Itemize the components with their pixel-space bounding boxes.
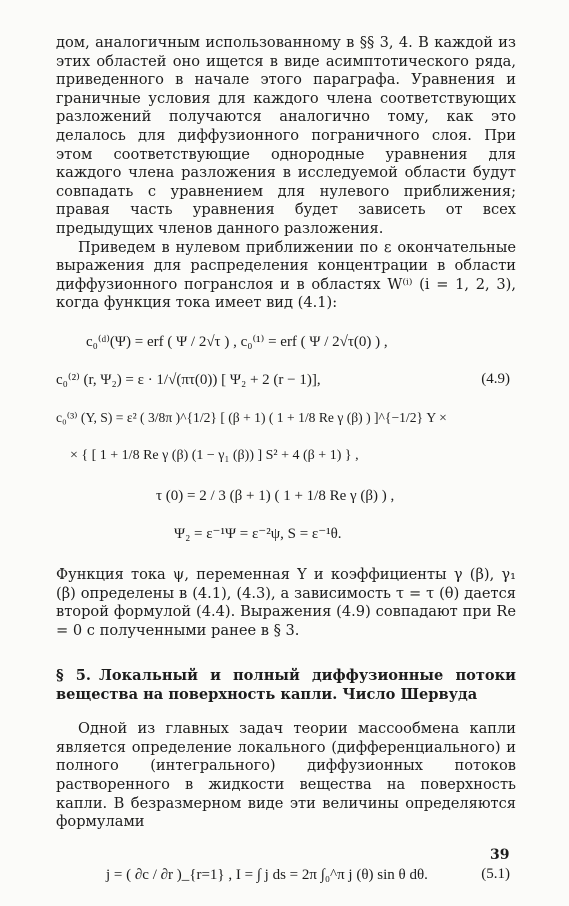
equation-number-4-9: (4.9) — [481, 370, 510, 387]
paragraph-2: Приведем в нулевом приближении по ε окончательные выражения для распределения концентрации в области диффузионного погранслоя и в областях W⁽ⁱ⁾ (i = 1, 2, 3), когда функция тока имеет вид (4.1): — [56, 238, 516, 312]
equation-5-1 — [56, 844, 516, 906]
equation-block-4-9 — [56, 327, 516, 552]
section-number: § 5. — [56, 667, 91, 685]
equation-line-2: c₀⁽²⁾ (r, Ψ₂) = ε · 1/√(πτ(0)) [ Ψ₂ + 2 (r − 1)], — [56, 371, 321, 388]
equation-line-5: τ (0) = 2 / 3 (β + 1) ( 1 + 1/8 Re γ (β) ) , — [156, 487, 395, 504]
section-title: Локальный и полный диффузионные потоки вещества на поверхность капли. Число Шервуда — [56, 667, 516, 704]
paragraph-4: Одной из главных задач теории массообмена капли является определение локального (дифференциального) и полного (интегрального) диффузионных потоков растворенного в жидкости вещества на поверхность капли. В безразмерном виде эти величины определяются формулами — [56, 720, 516, 831]
page-number: 39 — [490, 847, 510, 863]
equation-line-3: c₀⁽³⁾ (Y, S) = ε² ( 3/8π )^{1/2} [ (β + 1) ( 1 + 1/8 Re γ (β) ) ]^{−1/2} Y × — [56, 409, 447, 425]
page-body — [56, 34, 516, 906]
equation-line-4: × { [ 1 + 1/8 Re γ (β) (1 − γ₁ (β)) ] S² + 4 (β + 1) } , — [70, 447, 359, 463]
paragraph-3: Функция тока ψ, переменная Y и коэффициенты γ (β), γ₁ (β) определены в (4.1), (4.3), а зависимость τ = τ (θ) дается второй формулой (4.4). Выражения (4.9) совпадают при Re = 0 с полученными ранее в § 3. — [56, 565, 516, 639]
paragraph-1: дом, аналогичным использованному в §§ 3, 4. В каждой из этих областей оно ищется в виде асимптотического ряда, приведенного в начале этого параграфа. Уравнения и граничные условия для каждого члена соответствующих разложений получаются аналогично тому, как это делалось для диффузионного пограничного слоя. При этом соответствующие однородные уравнения для каждого члена разложения в исследуемой области будут совпадать с уравнением для нулевого приближения; правая часть уравнения будет зависеть от всех предыдущих членов данного разложения. — [56, 34, 516, 237]
equation-5-1-text: j = ( ∂c / ∂r )_{r=1} , I = ∫ j ds = 2π ∫₀^π j (θ) sin θ dθ. — [106, 866, 428, 883]
equation-line-6: Ψ₂ = ε⁻¹Ψ = ε⁻²ψ, S = ε⁻¹θ. — [174, 525, 342, 542]
section-heading — [56, 666, 516, 704]
equation-number-5-1: (5.1) — [481, 865, 510, 882]
equation-line-1: c₀⁽ᵈ⁾(Ψ) = erf ( Ψ / 2√τ ) , c₀⁽¹⁾ = erf ( Ψ / 2√τ(0) ) , — [86, 333, 388, 350]
